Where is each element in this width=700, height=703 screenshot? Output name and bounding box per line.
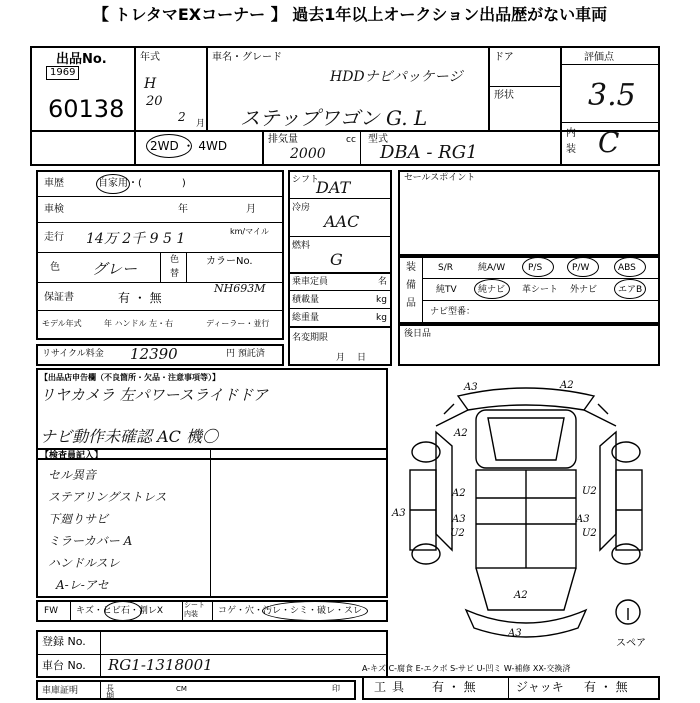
equip-abs: ABS [618, 263, 636, 273]
inspector-item-6: A-レ-アセ [56, 578, 109, 592]
year-month: 2 [178, 110, 186, 124]
equip-airbag-circle [614, 279, 646, 299]
year-era: H [144, 76, 157, 92]
mark-7: U2 [450, 528, 465, 539]
capacity-unit: 名 [378, 277, 388, 287]
cert-d: 印 [332, 684, 340, 693]
inspector-label: 【検査員記入】 [40, 451, 104, 461]
color-code-value: NH693M [214, 282, 266, 295]
load-unit: kg [376, 295, 387, 305]
inspector-item-1: セル異音 [48, 468, 97, 482]
damage-legend: A-キズ C-腐食 E-エクボ S-サビ U-凹ミ W-補修 XX-交換済 [362, 664, 571, 673]
inspect-year: 年 [178, 204, 188, 215]
shaken-options: 自家用・( ) [98, 178, 186, 189]
interior-label-2: 装 [566, 144, 576, 155]
shaken-circle [96, 174, 130, 194]
fw-items: キズ・ヒビ石・割レX [76, 606, 163, 616]
seat-stain-circle [262, 601, 368, 621]
month-unit: 月 [196, 119, 206, 129]
recycle-label: リサイクル料金 [42, 349, 104, 359]
drive-circle [146, 134, 192, 158]
mark-2: A2 [560, 380, 574, 391]
cert-b: 期 [106, 692, 114, 701]
model-year-label: モデル年式 [42, 319, 82, 328]
equip-label-1: 装 [406, 262, 416, 273]
equip-ext-navi: 外ナビ [570, 285, 598, 295]
km-unit: km/マイル [230, 227, 269, 236]
fuel-label: 燃料 [292, 241, 311, 251]
spare-label: スペア [616, 638, 646, 649]
dealer-label: ディーラー・並行 [206, 319, 270, 328]
lot-tag: 1969 [46, 66, 79, 80]
fw-stone-circle [104, 601, 142, 621]
year-label: 年式 [140, 52, 160, 63]
equip-leather: 革シート [522, 285, 559, 295]
type-label: 型式 [368, 134, 388, 145]
weight-label: 総重量 [292, 313, 320, 323]
after-items-section [398, 324, 660, 366]
interior-label-1: 内 [566, 128, 576, 139]
notes-line-2: ナビ動作未確認 AC 機〇 [40, 427, 218, 446]
inspector-item-5: ハンドルスレ [48, 556, 120, 570]
shift-value: DAT [316, 178, 351, 197]
equip-pw: P/W [572, 263, 590, 273]
equip-sr: S/R [438, 263, 453, 273]
cert-a: 長 [106, 684, 114, 693]
ac-label: 冷房 [292, 203, 311, 213]
mark-12: A3 [508, 628, 522, 639]
displacement-value: 2000 [290, 146, 326, 162]
change-label: 名変期限 [292, 333, 329, 343]
equip-pw-circle [567, 257, 599, 277]
load-label: 積載量 [292, 295, 320, 305]
change-unit: 月日 [336, 353, 379, 363]
equip-ps-circle [522, 257, 554, 277]
fuel-value: G [330, 250, 343, 269]
score-value: 3.5 [588, 78, 636, 113]
fw-label: FW [44, 606, 59, 616]
color-side-2: 替 [170, 269, 180, 279]
recycle-unit: 円 預託済 [226, 349, 265, 359]
seat-label: シート内装 [184, 601, 205, 618]
mark-6: A3 [452, 514, 466, 525]
reg-label: 登録 No. [42, 635, 86, 648]
cert-label: 車庫証明 [42, 686, 79, 696]
warranty-label: 保証書 [44, 292, 74, 303]
mileage-value: 14万 2千 9 5 1 [86, 231, 186, 247]
mark-9: U2 [582, 528, 597, 539]
recycle-value: 12390 [130, 345, 178, 363]
tools-options: 有 ・ 無 [432, 680, 476, 694]
warranty-options: 有 ・ 無 [118, 291, 162, 305]
mark-5: U2 [582, 486, 597, 497]
score-label: 評価点 [584, 52, 614, 63]
notes-label: 【出品店申告欄（不良箇所・欠品・注意事項等）】 [40, 373, 220, 382]
equip-label-2: 備 [406, 280, 416, 291]
cc-unit: cc [346, 135, 356, 145]
vin-value: RG1-1318001 [108, 656, 213, 674]
displacement-label: 排気量 [268, 134, 298, 145]
mark-11: A3 [392, 508, 406, 519]
shaken-label: 車歴 [44, 178, 64, 189]
cert-section [36, 680, 356, 700]
year-value: 20 [146, 94, 163, 109]
equip-navi-circle [474, 279, 510, 299]
drive-type: 2WD ・ 4WD [150, 139, 228, 153]
inspector-item-2: ステアリングストレス [48, 490, 167, 504]
capacity-label: 乗車定員 [292, 277, 329, 287]
car-name-label: 車名・グレード [212, 52, 282, 63]
after-items-label: 後日品 [404, 329, 432, 339]
color-value: グレー [92, 260, 138, 278]
equip-airbag: エアB [618, 285, 643, 295]
color-code-label: カラーNo. [206, 256, 253, 267]
handle-label: 年 ハンドル 左・右 [104, 319, 174, 328]
shape-label: 形状 [494, 90, 514, 101]
inspect-month: 月 [246, 204, 256, 215]
inspector-item-4: ミラーカバー A [48, 534, 133, 548]
car-damage-diagram [392, 374, 660, 664]
navi-model-label: ナビ型番： [430, 307, 476, 317]
ac-value: AAC [324, 212, 360, 231]
mark-8: A3 [576, 514, 590, 525]
tools-label: 工具 [374, 680, 411, 694]
equip-aw: 純A/W [478, 263, 506, 273]
weight-unit: kg [376, 313, 387, 323]
color-side-1: 色 [170, 255, 180, 265]
equip-tv: 純TV [436, 285, 457, 295]
vin-label: 車台 No. [42, 659, 86, 672]
cert-c: CM [176, 685, 187, 693]
sales-point-label: セールスポイント [404, 173, 476, 183]
inspector-item-3: 下廻りサビ [48, 512, 109, 526]
door-label: ドア [494, 52, 514, 63]
seat-items: コゲ・穴・汚レ・シミ・破レ・スレ [218, 606, 363, 616]
equip-label-3: 品 [406, 298, 416, 309]
car-grade: HDDナビパッケージ [330, 69, 463, 85]
mark-4: A2 [452, 488, 466, 499]
banner-title: 【 トレタマEXコーナー 】 過去1年以上オークション出品歴がない車両 [92, 5, 608, 24]
equip-navi: 純ナビ [478, 285, 506, 295]
shift-label: シフト [292, 175, 320, 185]
jack-options: 有 ・ 無 [584, 680, 628, 694]
mark-10: A2 [514, 590, 528, 601]
notes-line-1: リヤカメラ 左パワースライドドア [40, 386, 268, 404]
mark-3: A2 [454, 428, 468, 439]
lot-label: 出品No. [56, 52, 107, 67]
equip-abs-circle [614, 257, 646, 277]
inspect-label: 車検 [44, 204, 64, 215]
type-value: DBA - RG1 [380, 142, 478, 163]
mark-1: A3 [464, 382, 478, 393]
jack-label: ジャッキ [516, 680, 564, 694]
interior-value: C [598, 126, 620, 159]
lot-number: 60138 [48, 95, 125, 123]
equip-ps: P/S [528, 263, 543, 273]
car-model: ステップワゴン G. L [240, 106, 428, 130]
mileage-label: 走行 [44, 232, 64, 243]
color-label: 色 [50, 262, 60, 273]
